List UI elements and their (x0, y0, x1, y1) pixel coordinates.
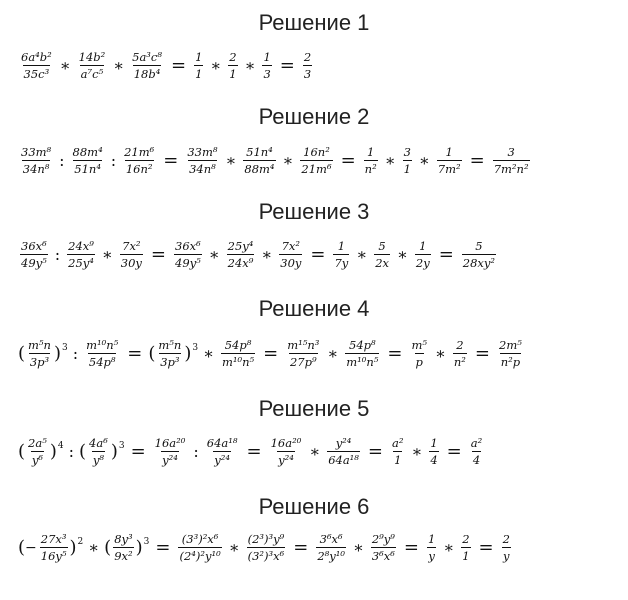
fraction-denominator: 88m⁴ (244, 162, 275, 176)
solution-2-equation (18, 145, 532, 176)
fraction-numerator: 2 (456, 338, 464, 352)
parenthesis: ( (104, 537, 112, 558)
fraction-numerator: m⁵n (158, 338, 182, 352)
parenthesis: ) (49, 441, 57, 462)
fraction-denominator: 51n⁴ (74, 162, 101, 176)
fraction-denominator: y²⁴ (162, 453, 178, 467)
fraction-denominator: 49y⁵ (175, 256, 201, 270)
fraction (113, 532, 133, 563)
solution-4-heading: Решение 4 (258, 296, 370, 321)
operator: ∗ (397, 245, 408, 264)
fraction (403, 145, 412, 176)
fraction (300, 145, 332, 176)
fraction-numerator: 25y⁴ (227, 239, 254, 253)
operator: ∗ (203, 344, 214, 363)
operator: = (403, 537, 419, 558)
operator: : (54, 245, 61, 264)
fraction (27, 436, 48, 467)
operator: ∗ (327, 344, 339, 363)
fraction-denominator: 16y⁵ (40, 549, 67, 563)
operator: = (293, 537, 309, 558)
operator: = (150, 244, 166, 265)
fraction (470, 436, 483, 467)
fraction-denominator: (3²)³x⁶ (247, 549, 285, 563)
fraction-denominator: 3 (263, 67, 271, 81)
fraction-numerator: a² (470, 436, 483, 450)
fraction-numerator: 2 (303, 50, 312, 64)
operator: = (469, 150, 485, 171)
fraction-denominator: 28xy² (462, 256, 496, 270)
solution-3-heading: Решение 3 (258, 199, 370, 224)
fraction-denominator: 9x² (114, 549, 133, 563)
fraction-numerator: 3 (507, 145, 515, 159)
fraction (186, 145, 218, 176)
operator: = (170, 55, 187, 76)
fraction-numerator: 54p⁸ (224, 338, 252, 352)
fraction-numerator: 33m⁸ (187, 145, 218, 159)
exponent: 3 (143, 536, 150, 547)
parenthesis: ( (18, 441, 26, 462)
fraction (427, 532, 436, 563)
fraction-numerator: 5 (475, 239, 483, 253)
fraction-numerator: 88m⁴ (72, 145, 103, 159)
fraction-denominator: y (428, 549, 435, 563)
operator: = (446, 441, 462, 462)
fraction (40, 532, 68, 563)
operator: ∗ (356, 245, 368, 264)
fraction-numerator: 1 (419, 239, 427, 253)
solution-4-equation (18, 338, 525, 369)
exponent: 2 (77, 536, 84, 547)
parenthesis: ( (78, 441, 87, 462)
fraction (247, 532, 286, 563)
fraction-denominator: y⁸ (92, 453, 104, 467)
fraction-numerator: 2 (229, 50, 237, 64)
parenthesis: ( (18, 343, 26, 364)
fraction-numerator: 7x² (281, 239, 301, 253)
fraction-denominator: 3⁶x⁶ (371, 549, 395, 563)
fraction-numerator: 1 (427, 532, 436, 546)
fraction (303, 50, 312, 81)
operator: : (72, 344, 79, 363)
fraction (88, 436, 109, 467)
fraction (374, 239, 390, 270)
fraction-denominator: y⁶ (31, 453, 43, 467)
fraction (20, 145, 52, 176)
fraction-numerator: 2a⁵ (28, 436, 47, 450)
operator: : (68, 442, 74, 461)
fraction-denominator: 7y (334, 256, 349, 270)
fraction-numerator: 7x² (122, 239, 141, 253)
fraction (78, 50, 107, 81)
fraction-numerator: 1 (430, 436, 438, 450)
fraction (437, 145, 462, 176)
fraction (194, 50, 203, 81)
fraction-numerator: 1 (445, 145, 453, 159)
operator: ∗ (309, 442, 321, 461)
operator: = (263, 343, 279, 364)
fraction-numerator: 16a²⁰ (154, 436, 186, 450)
operator: = (387, 343, 403, 364)
fraction-denominator: 34n⁸ (189, 162, 216, 176)
fraction (228, 50, 237, 81)
fraction-denominator: m¹⁰n⁵ (221, 355, 255, 369)
minus-sign: − (25, 539, 37, 556)
solution-5-equation (18, 436, 485, 467)
fraction-denominator: 18b⁴ (133, 67, 161, 81)
fraction-numerator: 33m⁸ (21, 145, 52, 159)
operator: = (130, 441, 146, 462)
fraction (286, 338, 320, 369)
fraction-numerator: 2m⁵ (499, 338, 522, 352)
fraction-denominator: 2⁸y¹⁰ (317, 549, 345, 563)
operator: = (438, 244, 454, 265)
operator: ∗ (443, 538, 455, 557)
fraction (415, 239, 431, 270)
fraction (262, 50, 271, 81)
fraction (178, 532, 221, 563)
fraction (270, 436, 303, 467)
solution-1-equation (18, 50, 314, 81)
fraction-denominator: 30y (280, 256, 302, 270)
operator: = (367, 441, 383, 462)
parenthesis: ) (110, 441, 118, 462)
fraction-numerator: 1 (337, 239, 346, 253)
fraction (154, 436, 187, 467)
operator: = (340, 150, 356, 171)
fraction-denominator: y²⁴ (278, 453, 294, 467)
solution-5-heading: Решение 5 (258, 396, 370, 421)
operator: ∗ (418, 151, 430, 170)
fraction (345, 338, 379, 369)
operator: ∗ (88, 538, 100, 557)
fraction-numerator: 27x³ (40, 532, 67, 546)
fraction-denominator: 21m⁶ (301, 162, 332, 176)
fraction-denominator: 3p³ (160, 355, 180, 369)
operator: : (59, 151, 65, 170)
operator: = (163, 150, 179, 171)
fraction (85, 338, 119, 369)
fraction-numerator: y²⁴ (335, 436, 352, 450)
fraction (462, 239, 496, 270)
parenthesis: ( (18, 537, 26, 558)
fraction (20, 239, 48, 270)
fraction (120, 239, 143, 270)
fraction-numerator: m¹⁵n³ (287, 338, 320, 352)
fraction-numerator: 5a³c⁸ (132, 50, 162, 64)
parenthesis: ) (53, 343, 61, 364)
exponent: 4 (57, 440, 64, 451)
operator: = (127, 343, 143, 364)
fraction-numerator: 3⁶x⁶ (319, 532, 343, 546)
fraction (20, 50, 53, 81)
operator: = (474, 343, 490, 364)
fraction (174, 239, 202, 270)
fraction-denominator: (2⁴)²y¹⁰ (179, 549, 221, 563)
fraction-denominator: 2y (415, 256, 430, 270)
operator: = (155, 537, 171, 558)
fraction-numerator: 1 (195, 50, 203, 64)
fraction (72, 145, 104, 176)
fraction-denominator: y (503, 549, 510, 563)
fraction-numerator: 51n⁴ (246, 145, 273, 159)
fraction-numerator: 4a⁶ (89, 436, 108, 450)
fraction-denominator: n² (453, 355, 466, 369)
parenthesis: ) (69, 537, 77, 558)
fraction-numerator: m⁵ (411, 338, 427, 352)
fraction-numerator: 2 (502, 532, 510, 546)
fraction-numerator: 1 (263, 50, 271, 64)
fraction-denominator: p (415, 355, 423, 369)
fraction-numerator: (2³)³y⁹ (247, 532, 285, 546)
fraction-numerator: 8y³ (114, 532, 133, 546)
parenthesis: ( (148, 343, 156, 364)
parenthesis: ) (184, 343, 192, 364)
fraction-numerator: 3 (403, 145, 411, 159)
fraction (502, 532, 511, 563)
solution-6-equation (18, 532, 513, 563)
operator: = (246, 441, 262, 462)
fraction-denominator: 1 (394, 453, 402, 467)
operator: ∗ (282, 151, 294, 170)
fraction (461, 532, 470, 563)
fraction-numerator: 14b² (78, 50, 106, 64)
operator: = (279, 55, 295, 76)
operator: ∗ (435, 344, 446, 363)
fraction (123, 145, 155, 176)
fraction (371, 532, 396, 563)
solution-3-equation (18, 239, 498, 270)
operator: ∗ (225, 151, 237, 170)
fraction (221, 338, 255, 369)
fraction-denominator: 27p⁹ (289, 355, 317, 369)
operator: = (478, 537, 494, 558)
fraction (27, 338, 52, 369)
fraction-numerator: a² (392, 436, 404, 450)
fraction-numerator: 36x⁶ (21, 239, 47, 253)
fraction-denominator: n² (364, 162, 377, 176)
fraction-denominator: 30y (120, 256, 142, 270)
operator: ∗ (113, 56, 125, 75)
fraction-denominator: 4 (472, 453, 481, 467)
fraction-denominator: 24x⁹ (227, 256, 254, 270)
operator: : (110, 151, 117, 170)
fraction (364, 145, 378, 176)
fraction-denominator: y²⁴ (214, 453, 230, 467)
fraction-numerator: (3³)²x⁶ (181, 532, 219, 546)
fraction-numerator: 16n² (303, 145, 330, 159)
fraction-denominator: 1 (195, 67, 203, 81)
operator: : (193, 442, 199, 461)
fraction (498, 338, 523, 369)
fraction-denominator: 7m²n² (493, 162, 529, 176)
fraction (493, 145, 530, 176)
operator: ∗ (210, 56, 222, 75)
fraction (67, 239, 95, 270)
fraction-numerator: 2 (462, 532, 470, 546)
fraction-denominator: 3 (303, 67, 312, 81)
fraction-numerator: 24x⁹ (68, 239, 94, 253)
fraction-numerator: 6a⁴b² (21, 50, 52, 64)
operator: ∗ (59, 56, 71, 75)
fraction-denominator: m¹⁰n⁵ (346, 355, 379, 369)
operator: ∗ (208, 245, 220, 264)
fraction-denominator: 49y⁵ (21, 256, 47, 270)
fraction-denominator: 54p⁸ (88, 355, 116, 369)
fraction-denominator: 35c³ (23, 67, 50, 81)
fraction-denominator: 25y⁴ (68, 256, 94, 270)
fraction-denominator: a⁷c⁵ (80, 67, 104, 81)
fraction-denominator: n²p (500, 355, 521, 369)
fraction-denominator: 3p³ (29, 355, 50, 369)
fraction-numerator: m¹⁰n⁵ (86, 338, 119, 352)
operator: ∗ (352, 538, 364, 557)
fraction-denominator: 1 (462, 549, 470, 563)
operator: = (310, 244, 326, 265)
fraction-numerator: 16a²⁰ (270, 436, 302, 450)
fraction-denominator: 1 (403, 162, 411, 176)
operator: ∗ (261, 245, 273, 264)
fraction-numerator: 1 (367, 145, 375, 159)
fraction (327, 436, 360, 467)
fraction-numerator: 54p⁸ (349, 338, 376, 352)
fraction-denominator: 16n² (125, 162, 153, 176)
fraction (429, 436, 438, 467)
fraction (453, 338, 467, 369)
fraction (333, 239, 349, 270)
fraction (206, 436, 239, 467)
fraction (391, 436, 404, 467)
fraction (131, 50, 163, 81)
fraction-denominator: 1 (229, 67, 237, 81)
fraction-denominator: 34n⁸ (22, 162, 50, 176)
fraction-denominator: 2x (375, 256, 389, 270)
fraction-denominator: 4 (430, 453, 438, 467)
fraction-numerator: 21m⁶ (124, 145, 155, 159)
fraction (410, 338, 428, 369)
operator: ∗ (101, 245, 113, 264)
operator: ∗ (384, 151, 396, 170)
fraction-denominator: 7m² (437, 162, 461, 176)
fraction (243, 145, 275, 176)
fraction-denominator: 64a¹⁸ (328, 453, 359, 467)
fraction (316, 532, 346, 563)
solution-1-heading: Решение 1 (258, 10, 370, 35)
exponent: 3 (192, 342, 199, 353)
fraction-numerator: 2⁹y⁹ (371, 532, 395, 546)
fraction-numerator: 64a¹⁸ (206, 436, 238, 450)
fraction (157, 338, 182, 369)
fraction-numerator: 36x⁶ (175, 239, 201, 253)
exponent: 3 (118, 440, 125, 451)
fraction (279, 239, 302, 270)
solution-6-heading: Решение 6 (258, 494, 370, 519)
fraction-numerator: m⁵n (28, 338, 51, 352)
fraction (227, 239, 255, 270)
operator: ∗ (228, 538, 240, 557)
operator: ∗ (411, 442, 423, 461)
solution-2-heading: Решение 2 (258, 104, 370, 129)
fraction-numerator: 5 (378, 239, 386, 253)
operator: ∗ (244, 56, 256, 75)
parenthesis: ) (135, 537, 143, 558)
exponent: 3 (61, 342, 68, 353)
